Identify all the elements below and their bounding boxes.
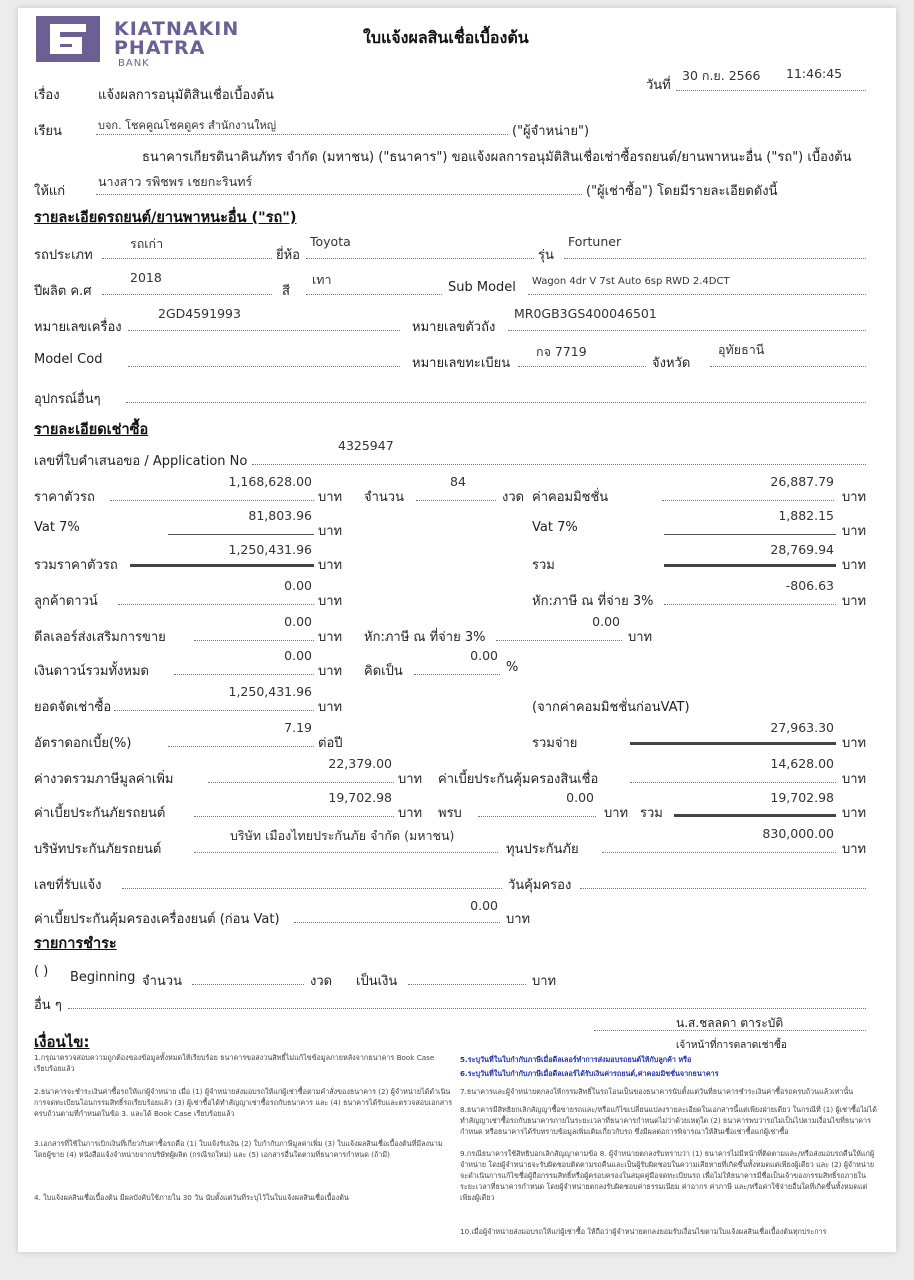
- plate-value: กจ 7719: [536, 344, 587, 359]
- other-label: อื่น ๆ: [34, 998, 62, 1013]
- monthly-payment-label: ค่างวดรวมภาษีมูลค่าเพิ่ม: [34, 772, 174, 787]
- bank-name-line1: KIATNAKIN: [114, 18, 240, 40]
- baht-unit: บาท: [842, 524, 867, 539]
- date-value: 30 ก.ย. 2566: [682, 68, 761, 83]
- interest-rate-unit: ต่อปี: [318, 736, 343, 751]
- withholding-tax2-value: 0.00: [592, 614, 620, 629]
- net-pay-label: รวมจ่าย: [532, 736, 578, 751]
- prb-value: 0.00: [566, 790, 594, 805]
- baht-unit: บาท: [398, 772, 423, 787]
- baht-unit: บาท: [318, 558, 343, 573]
- baht-unit: บาท: [318, 700, 343, 715]
- officer-name: น.ส.ชลลดา ตาระบัติ: [676, 1016, 784, 1030]
- give-to-label: ให้แก่: [34, 184, 66, 199]
- installments-label: จำนวน: [364, 490, 404, 505]
- commission-sum-value: 28,769.94: [770, 542, 834, 557]
- vehicle-type-label: รถประเภท: [34, 248, 93, 263]
- application-no-label: เลขที่ใบคำเสนอขอ / Application No: [34, 454, 248, 469]
- chassis-no-value: MR0GB3GS400046501: [514, 306, 657, 321]
- withholding-tax-label: หัก:ภาษี ณ ที่จ่าย 3%: [532, 594, 654, 609]
- conditions-heading: เงื่อนไข:: [34, 1033, 90, 1051]
- condition-item: 10.เมื่อผู้จำหน่ายส่งมอบรถให้แก่ผู้เช่าซื้อ ให้ถือว่าผู้จำหน่ายตกลงยอมรับเงื่อนไขตามใบแจ้งผลสินเชื่อเบื้องต้นทุกประการ: [460, 1227, 827, 1236]
- condition-item: 1.กรุณาตรวจสอบความถูกต้องของข้อมูลทั้งหมดให้เรียบร้อย ธนาคารขอสงวนสิทธิ์ไม่แก้ไขข้อมูลภายหลังจากธนาคาร Book Case เรียบร้อยแล้ว: [34, 1053, 435, 1073]
- interest-rate-value: 7.19: [284, 720, 312, 735]
- total-price-value: 1,250,431.96: [228, 542, 312, 557]
- province-value: อุทัยธานี: [718, 342, 765, 357]
- document-page: [18, 8, 896, 1252]
- condition-item: 8.ธนาคารมีสิทธิยกเลิกสัญญาซื้อขายรถและ/หรือแก้ไขเปลี่ยนแปลงรายละเอียดในเอกสารนี้แต่เพียงฝ่ายเดียว ในกรณีที่ (1) ผู้เช่าซื้อไม่ได้ทำสัญญาเช่าซื้อรถกับธนาคารภายในระยะเวลาที่ธนาคารกำหนดไม่ว่าด้วยเหตุใด (2) ธนาคารพบว่ารถไม่เป็นไปตามเงื่อนไขที่ธนาคารกำหนด หรือธนาคารได้รับทราบข้อมูลเพิ่มเติมเกี่ยวกับรถ ซึ่งมีผลต่อการพิจารณาให้สินเชื่อเช่าซื้อแก่ผู้เช่าซื้อ: [460, 1105, 877, 1136]
- page-title: ใบแจ้งผลสินเชื่อเบื้องต้น: [363, 28, 529, 47]
- baht-unit: บาท: [318, 524, 343, 539]
- subject-value: แจ้งผลการอนุมัติสินเชื่อเบื้องต้น: [98, 88, 274, 103]
- car-insurance-value: 19,702.98: [328, 790, 392, 805]
- withholding-tax-value: -806.63: [785, 578, 834, 593]
- price-label: ราคาตัวรถ: [34, 490, 95, 505]
- baht-unit: บาท: [318, 594, 343, 609]
- commission-vat-value: 1,882.15: [778, 508, 834, 523]
- count-label: จำนวน: [142, 974, 182, 989]
- commission-sum-label: รวม: [532, 558, 555, 573]
- date-label: วันที่: [646, 78, 671, 93]
- sum-insured-label: ทุนประกันภัย: [506, 842, 579, 857]
- baht-unit: บาท: [506, 912, 531, 927]
- give-to-suffix: ("ผู้เช่าซื้อ") โดยมีรายละเอียดดังนี้: [586, 184, 778, 199]
- insurance-total-label: รวม: [640, 806, 663, 821]
- monthly-payment-value: 22,379.00: [328, 756, 392, 771]
- price-value: 1,168,628.00: [228, 474, 312, 489]
- commission-value: 26,887.79: [770, 474, 834, 489]
- plate-label: หมายเลขทะเบียน: [412, 356, 511, 371]
- time-value: 11:46:45: [786, 66, 843, 81]
- vehicle-type: รถเก่า: [130, 236, 164, 251]
- subject-label: เรื่อง: [34, 88, 60, 103]
- insurance-total-value: 19,702.98: [770, 790, 834, 805]
- percent-label: คิดเป็น: [364, 664, 403, 679]
- color-label: สี: [282, 284, 290, 299]
- to-label: เรียน: [34, 124, 62, 139]
- bank-logo-icon: [36, 16, 100, 62]
- bank-name-line3: BANK: [118, 58, 150, 69]
- condition-item: 2.ธนาคารจะชำระเงินค่าซื้อรถให้แก่ผู้จำหน่าย เมื่อ (1) ผู้จำหน่ายส่งมอบรถให้แก่ผู้เช่าซื้อตามคำสั่งของธนาคาร (2) ผู้จำหน่ายได้ดำเนินการจดทะเบียนโอนกรรมสิทธิ์รถเรียบร้อยแล้ว (3) ผู้เช่าซื้อได้ทำสัญญาเช่าซื้อรถกับธนาคาร และ (4) ธนาคารได้รับและตรวจสอบเอกสารครบถ้วนตามที่กำหนดในข้อ 3. และได้ Book Case เรียบร้อยแล้ว: [34, 1087, 453, 1118]
- year-value: 2018: [130, 270, 162, 285]
- installments-value: 84: [450, 474, 466, 489]
- color-value: เทา: [312, 272, 332, 287]
- engine-no-value: 2GD4591993: [158, 306, 241, 321]
- percent-value: 0.00: [470, 648, 498, 663]
- vehicle-heading: รายละเอียดรถยนต์/ยานพาหนะอื่น ("รถ"): [34, 210, 297, 226]
- finance-amount-value: 1,250,431.96: [228, 684, 312, 699]
- beginning-label: Beginning: [70, 970, 136, 985]
- credit-insurance-label: ค่าเบี้ยประกันคุ้มครองสินเชื่อ: [438, 772, 599, 787]
- vat-label: Vat 7%: [34, 520, 80, 535]
- total-price-label: รวมราคาตัวรถ: [34, 558, 118, 573]
- model-code-label: Model Cod: [34, 352, 103, 367]
- interest-rate-label: อัตราดอกเบี้ย(%): [34, 736, 132, 751]
- baht-unit: บาท: [842, 736, 867, 751]
- vat-value: 81,803.96: [248, 508, 312, 523]
- officer-title: เจ้าหน้าที่การตลาดเช่าซื้อ: [676, 1040, 787, 1051]
- baht-unit: บาท: [398, 806, 423, 821]
- down-total-label: เงินดาวน์รวมทั้งหมด: [34, 664, 149, 679]
- submodel-value: Wagon 4dr V 7st Auto 6sp RWD 2.4DCT: [532, 276, 730, 287]
- count-unit: งวด: [310, 974, 333, 989]
- commission-label: ค่าคอมมิชชั่น: [532, 490, 609, 505]
- baht-unit: บาท: [318, 490, 343, 505]
- down-total-value: 0.00: [284, 648, 312, 663]
- bank-name-line2: PHATRA: [114, 37, 206, 59]
- engine-insurance-label: ค่าเบี้ยประกันคุ้มครองเครื่องยนต์ (ก่อน Vat): [34, 912, 280, 927]
- percent-unit: %: [506, 660, 519, 675]
- prb-label: พรบ: [438, 806, 462, 821]
- net-pay-value: 27,963.30: [770, 720, 834, 735]
- intro-text: ธนาคารเกียรตินาคินภัทร จำกัด (มหาชน) ("ธนาคาร") ขอแจ้งผลการอนุมัติสินเชื่อเช่าซื้อรถยนต์/ยานพาหนะอื่น ("รถ") เบื้องต้น: [142, 150, 852, 165]
- payment-paren: ( ): [34, 964, 49, 979]
- baht-unit: บาท: [604, 806, 629, 821]
- protection-date-label: วันคุ้มครอง: [508, 878, 572, 893]
- dealer-promo-label: ดีลเลอร์ส่งเสริมการขาย: [34, 630, 166, 645]
- condition-item: 3.เอกสารที่ใช้ในการเบิกเงินที่เกี่ยวกับค่าซื้อรถคือ (1) ใบแจ้งรับเงิน (2) ใบกำกับภาษีมูลค่าเพิ่ม (3) ใบแจ้งผลสินเชื่อเบื้องต้นที่มีลงนามโดยผู้ขาย (4) หนังสือแจ้งจำหน่ายจากบริษัทผู้ผลิต (กรณีรถใหม่) และ (5) เอกสารอื่นใดตามที่ธนาคารกำหนด (ถ้ามี): [34, 1139, 443, 1159]
- baht-unit: บาท: [842, 772, 867, 787]
- condition-item: 6.ระบุวันที่ในใบกำกับภาษีเมื่อดีลเลอร์ได้รับเงินค่ารถยนต์,ค่าคอมมิชชั่นจากธนาคาร: [460, 1069, 719, 1078]
- model-value: Fortuner: [568, 234, 622, 249]
- baht-unit: บาท: [842, 806, 867, 821]
- finance-amount-label: ยอดจัดเช่าซื้อ: [34, 700, 112, 715]
- condition-item: 5.ระบุวันที่ในใบกำกับภาษีเมื่อดีลเลอร์ทำการส่งมอบรถยนต์ให้กับลูกค้า หรือ: [460, 1055, 692, 1064]
- baht-unit: บาท: [842, 594, 867, 609]
- dealer-name: บจก. โชคคูณโชคดูคร สำนักงานใหญ่: [98, 119, 277, 132]
- condition-item: 7.ธนาคารและผู้จำหน่ายตกลงให้กรรมสิทธิ์ในรถโอนเป็นของธนาคารนับตั้งแต่วันที่ธนาคารชำระเงินค่าซื้อรถครบถ้วนแล้วเท่านั้น: [460, 1087, 854, 1096]
- baht-unit: บาท: [842, 842, 867, 857]
- baht-unit: บาท: [318, 630, 343, 645]
- withholding-tax2-label: หัก:ภาษี ณ ที่จ่าย 3%: [364, 630, 486, 645]
- condition-item: 9.กรณีธนาคารใช้สิทธิบอกเลิกสัญญาตามข้อ 8. ผู้จำหน่ายตกลงรับทราบว่า (1) ธนาคารไม่มีหน้าที่ติดตามและ/หรือส่งมอบรถคืนให้แก่ผู้จำหน่าย โดยผู้จำหน่ายจะรับผิดชอบติดตามรถคืนและเป็นผู้รับผิดชอบในความเสียหายที่เกิดขึ้นทั้งหมดแต่เพียงผู้เดียว และ (2) ผู้จำหน่ายจะดำเนินการแก้ไขชื่อผู้ถือกรรมสิทธิ์หรือผู้ครอบครองในสมุดคู่มือจดทะเบียนรถ เพื่อไม่ให้ธนาคารมีชื่อเป็นเจ้าของกรรมสิทธิ์รถภายในระยะเวลาที่ธนาคารกำหนด โดยผู้จำหน่ายตกลงรับผิดชอบค่าธรรมเนียม ค่าอากร ค่าภาษี และ/หรือค่าใช้จ่ายอื่นใดที่เกิดขึ้นทั้งหมดแต่เพียงผู้เดียว: [460, 1149, 875, 1202]
- notify-no-label: เลขที่รับแจ้ง: [34, 878, 102, 893]
- down-payment-label: ลูกค้าดาวน์: [34, 594, 98, 609]
- car-insurance-label: ค่าเบี้ยประกันภัยรถยนต์: [34, 806, 166, 821]
- year-label: ปีผลิต ค.ศ: [34, 284, 92, 299]
- baht-unit: บาท: [318, 664, 343, 679]
- engine-insurance-value: 0.00: [470, 898, 498, 913]
- customer-name: นางสาว รพิชพร เชยกะรินทร์: [98, 174, 253, 189]
- brand-value: Toyota: [310, 234, 351, 249]
- dealer-promo-value: 0.00: [284, 614, 312, 629]
- before-vat-note: (จากค่าคอมมิชชั่นก่อนVAT): [532, 700, 690, 715]
- baht-unit: บาท: [628, 630, 653, 645]
- lease-heading: รายละเอียดเช่าซื้อ: [34, 422, 149, 438]
- condition-item: 4. ใบแจ้งผลสินเชื่อเบื้องต้น มีผลบังคับใช้ภายใน 30 วัน นับตั้งแต่วันที่ระบุไว้ในใบแจ้งผลสินเชื่อเบื้องต้น: [34, 1193, 349, 1202]
- baht-unit: บาท: [842, 490, 867, 505]
- amount-unit: บาท: [532, 974, 557, 989]
- dealer-suffix: ("ผู้จำหน่าย"): [512, 124, 590, 139]
- sum-insured-value: 830,000.00: [762, 826, 834, 841]
- engine-no-label: หมายเลขเครื่อง: [34, 320, 122, 335]
- insurer-label: บริษัทประกันภัยรถยนต์: [34, 842, 162, 857]
- commission-vat-label: Vat 7%: [532, 520, 578, 535]
- down-payment-value: 0.00: [284, 578, 312, 593]
- installments-unit: งวด: [502, 490, 525, 505]
- accessories-label: อุปกรณ์อื่นๆ: [34, 392, 101, 407]
- credit-insurance-value: 14,628.00: [770, 756, 834, 771]
- chassis-no-label: หมายเลขตัวถัง: [412, 320, 496, 335]
- payment-heading: รายการชำระ: [34, 936, 117, 952]
- submodel-label: Sub Model: [448, 280, 516, 295]
- insurer-value: บริษัท เมืองไทยประกันภัย จำกัด (มหาชน): [230, 828, 455, 843]
- amount-label: เป็นเงิน: [356, 974, 398, 989]
- province-label: จังหวัด: [652, 356, 691, 371]
- model-label: รุ่น: [538, 248, 554, 263]
- application-no-value: 4325947: [338, 438, 394, 453]
- brand-label: ยี่ห้อ: [276, 248, 300, 263]
- baht-unit: บาท: [842, 558, 867, 573]
